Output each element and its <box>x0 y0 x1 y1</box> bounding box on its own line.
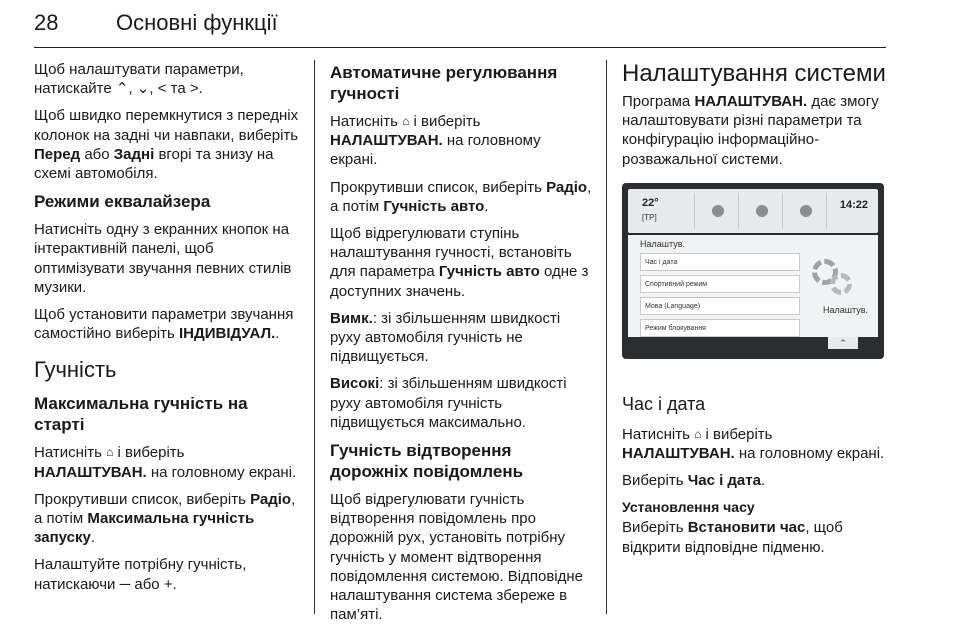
page-number: 28 <box>34 10 59 35</box>
page-header-title: Основні функції <box>116 10 278 35</box>
chapter-heading: Налаштування системи <box>622 60 886 87</box>
gears-icon <box>812 259 856 299</box>
section-heading: Режими еквалайзера <box>34 192 211 212</box>
paragraph: Натисніть одну з екранних кнопок на інтерактивній панелі, щоб оптимізувати звучання певних стилів музики. <box>34 221 292 296</box>
plus-icon: + <box>163 575 173 593</box>
screen-status-bar <box>628 189 878 233</box>
home-icon: ⌂ <box>106 445 114 460</box>
paragraph: Високі: зі збільшенням швидкості руху автомобіля гучність підвищується максимально. <box>330 375 567 431</box>
chevron-up-icon: ⌃ <box>828 337 858 349</box>
screen-list-item: Час і дата <box>640 253 800 271</box>
screen-list-item: Спортивний режим <box>640 275 800 293</box>
clock-readout: 14:22 <box>839 198 868 211</box>
header-rule <box>34 47 886 48</box>
screen-settings-panel <box>628 235 878 339</box>
paragraph: Щоб відрегулювати гучність відтворення повідомлень про дорожній рух, установіть потрібну гучність у момент відтворення повідомлення системою. Відповідне налаштування система збереже в пам’яті. <box>330 491 584 624</box>
section-heading: Час і дата <box>622 393 706 414</box>
home-icon: ⌂ <box>694 426 702 441</box>
paragraph: Натисніть ⌂ і виберіть НАЛАШТУВАН. на головному екрані. <box>34 444 297 481</box>
paragraph: Щоб установити параметри звучання самостійно виберіть ІНДИВІДУАЛ.. <box>34 306 294 343</box>
left-icon: < <box>157 80 167 98</box>
paragraph: Вимк.: зі збільшенням швидкості руху автомобіля гучність не підвищується. <box>330 309 561 366</box>
settings-screen-image <box>622 183 884 359</box>
screen-list-item: Мова (Language) <box>640 297 800 315</box>
paragraph: Виберіть Встановити час, щоб відкрити відповідне підменю. <box>622 519 843 556</box>
tp-indicator: [TP] <box>642 212 657 222</box>
section-heading: Автоматичне регулювання гучності <box>330 63 558 103</box>
music-icon <box>694 193 739 229</box>
right-icon: > <box>189 80 199 98</box>
down-icon: ⌄ <box>136 80 150 98</box>
paragraph: Щоб відрегулювати ступінь налаштування гучності, встановіть для параметра Гучність авто одне з доступних значень. <box>330 225 589 300</box>
info-icon <box>782 193 827 229</box>
paragraph: Прокрутивши список, виберіть Радіо, а потім Максимальна гучність запуску. <box>34 490 296 547</box>
screen-list-item: Режим блокування <box>640 319 800 337</box>
tab-divider <box>826 193 837 229</box>
screen-bottom-bar <box>628 337 878 353</box>
column-1 <box>34 60 302 602</box>
screen-gear-label: Налаштув. <box>823 304 868 315</box>
subsection-heading: Установлення часу <box>622 499 755 516</box>
column-divider <box>314 60 315 614</box>
paragraph: Налаштуйте потрібну гучність, натискаючи ─ або +. <box>34 556 247 593</box>
section-heading: Гучність відтворення дорожніх повідомлень <box>330 441 524 482</box>
column-3 <box>622 60 888 565</box>
up-icon: ⌃ <box>115 80 129 98</box>
home-icon: ⌂ <box>402 114 410 128</box>
paragraph: Прокрутивши список, виберіть Радіо, а потім Гучність авто. <box>330 178 592 215</box>
screen-heading: Налаштув. <box>640 238 685 249</box>
paragraph: Натисніть ⌂ і виберіть НАЛАШТУВАН. на головному екрані. <box>622 425 885 463</box>
column-divider <box>606 60 607 614</box>
paragraph: Щоб налаштувати параметри, натискайте ⌃, ⌄, < та >. <box>34 61 244 98</box>
section-heading: Максимальна гучність на старті <box>34 394 248 435</box>
temperature-readout: 22° <box>642 196 659 209</box>
column-2 <box>330 60 592 632</box>
paragraph: Виберіть Час і дата. <box>622 472 766 490</box>
paragraph: Натисніть ⌂ і виберіть НАЛАШТУВАН. на головному екрані. <box>330 113 541 169</box>
paragraph: Програма НАЛАШТУВАН. дає змогу налаштовувати різні параметри та конфігурацію інформаційно-розважальної системи. <box>622 93 879 168</box>
chapter-heading: Гучність <box>34 357 117 383</box>
paragraph: Щоб швидко перемкнутися з передніх колонок на задні чи навпаки, виберіть Перед або Задні вгорі та знизу на схемі автомобіля. <box>34 107 299 183</box>
minus-icon: ─ <box>119 575 131 593</box>
phone-icon <box>738 193 783 229</box>
